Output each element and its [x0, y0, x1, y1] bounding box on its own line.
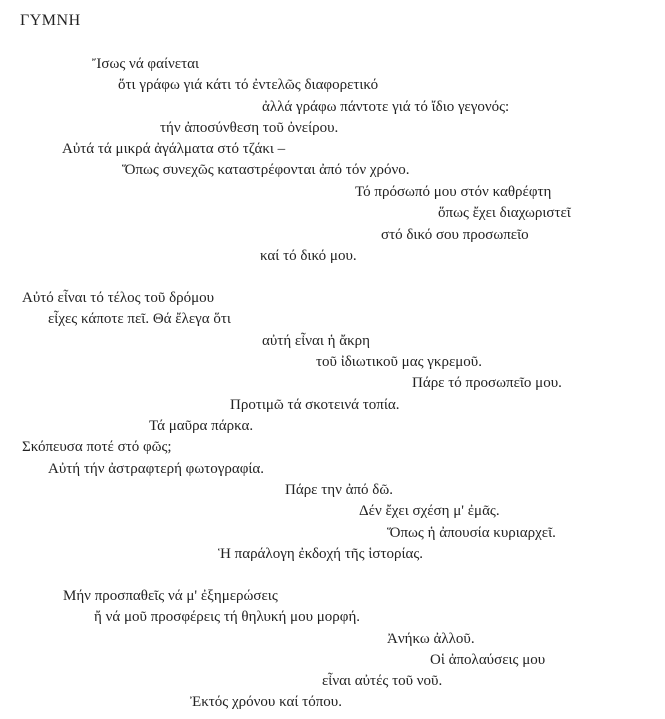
poem-line: στό δικό σου προσωπεῖο	[381, 227, 529, 243]
poem-line: Αὐτό εἶναι τό τέλος τοῦ δρόμου	[22, 290, 215, 306]
poem-line: ὅπως ἔχει διαχωριστεῖ	[438, 205, 571, 221]
poem-line: Ἐκτός χρόνου καί τόπου.	[190, 694, 342, 710]
poem-line: Τό πρόσωπό μου στόν καθρέφτη	[355, 184, 552, 200]
poem-line: ἀλλά γράφω πάντοτε γιά τό ἴδιο γεγονός:	[262, 99, 510, 115]
poem-line: Ἡ παράλογη ἐκδοχή τῆς ἱστορίας.	[218, 546, 424, 562]
poem-line: Σκόπευσα ποτέ στό φῶς;	[22, 439, 172, 455]
poem-line: Αὐτή τήν ἀστραφτερή φωτογραφία.	[48, 461, 264, 477]
poem-line: αὐτή εἶναι ἡ ἄκρη	[262, 333, 371, 349]
poem-line: Ἀνήκω ἀλλοῦ.	[387, 631, 475, 647]
poem-line: Προτιμῶ τά σκοτεινά τοπία.	[230, 397, 400, 413]
poem-line: Ὅπως συνεχῶς καταστρέφονται ἀπό τόν χρόνο.	[122, 162, 410, 178]
poem-line: εἶναι αὐτές τοῦ νοῦ.	[322, 673, 443, 689]
poem-line: ὅτι γράφω γιά κάτι τό ἐντελῶς διαφορετικό	[118, 77, 379, 93]
poem-title: ΓΥΜΝΗ	[20, 12, 81, 29]
poem-line: εἶχες κάποτε πεῖ. Θά ἔλεγα ὅτι	[48, 311, 231, 327]
poem-line: Αὐτά τά μικρά ἀγάλματα στό τζάκι –	[62, 141, 286, 157]
poem-line: τήν ἀποσύνθεση τοῦ ὀνείρου.	[160, 120, 339, 136]
poem-line: Ὅπως ἡ ἀπουσία κυριαρχεῖ.	[387, 525, 556, 541]
poem-line: Ἴσως νά φαίνεται	[92, 56, 199, 72]
poem-line: Μήν προσπαθεῖς νά μ' ἐξημερώσεις	[63, 588, 278, 604]
poem-line: Πάρε τό προσωπεῖο μου.	[412, 375, 562, 391]
poem-line: καί τό δικό μου.	[260, 248, 357, 264]
poem-line: Πάρε την ἀπό δῶ.	[285, 482, 394, 498]
poem-line: Οἱ ἀπολαύσεις μου	[430, 652, 546, 668]
poem-line: Τά μαῦρα πάρκα.	[149, 418, 254, 434]
poem-line: Δέν ἔχει σχέση μ' ἐμᾶς.	[359, 503, 500, 519]
poem-line: τοῦ ἰδιωτικοῦ μας γκρεμοῦ.	[316, 354, 482, 370]
poem-line: ἤ νά μοῦ προσφέρεις τή θηλυκή μου μορφή.	[94, 609, 361, 625]
